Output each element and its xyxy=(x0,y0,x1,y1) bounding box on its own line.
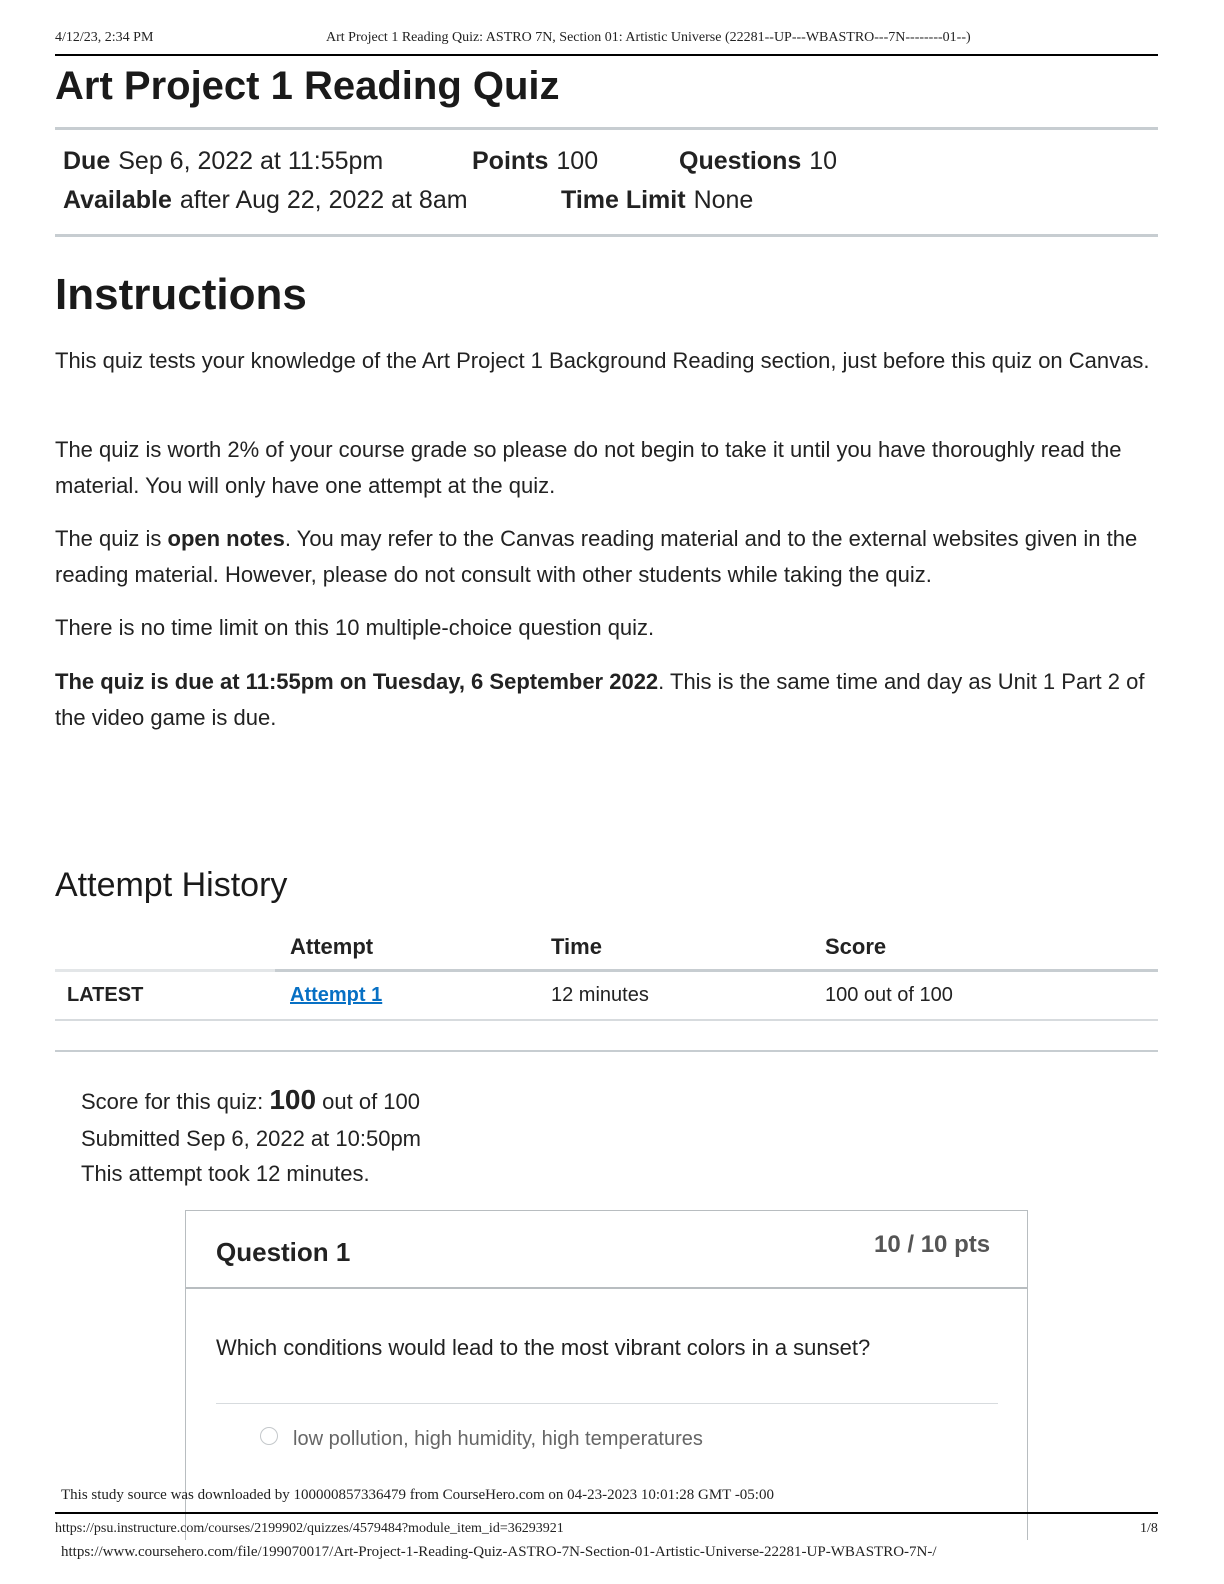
footer-page-url: https://psu.instructure.com/courses/2199902/quizzes/4579484?module_item_id=36293921 xyxy=(55,1521,564,1536)
table-row-divider xyxy=(55,1019,1158,1021)
instructions-paragraph-1: This quiz tests your knowledge of the Art Project 1 Background Reading section, just before this quiz on Canvas. xyxy=(55,348,1150,373)
section-divider xyxy=(55,1050,1158,1052)
time-limit-info xyxy=(561,186,753,215)
p3-post: . You may refer to the Canvas reading material and to the external websites given in the reading material. However, please do not consult with other students while taking the quiz. xyxy=(55,526,1138,587)
available-info xyxy=(63,186,468,215)
table-header-divider-left xyxy=(55,969,275,972)
latest-label: LATEST xyxy=(67,984,144,1006)
points-label: Points xyxy=(472,147,549,175)
instructions-paragraph-4: There is no time limit on this 10 multiple-choice question quiz. xyxy=(55,615,655,640)
instructions-paragraph-5 xyxy=(55,664,1160,736)
attempt-duration-text: This attempt took 12 minutes. xyxy=(81,1161,370,1186)
meta-divider xyxy=(55,234,1158,237)
p5-bold: The quiz is due at 11:55pm on Tuesday, 6 September 2022 xyxy=(55,669,659,694)
footer-divider xyxy=(55,1512,1158,1514)
p3-bold: open notes xyxy=(167,526,285,551)
questions-label: Questions xyxy=(679,147,802,175)
column-header-attempt: Attempt xyxy=(290,934,374,959)
print-date: 4/12/23, 2:34 PM xyxy=(55,30,154,45)
attempt-time: 12 minutes xyxy=(551,984,649,1006)
header-divider xyxy=(55,54,1158,56)
question-header xyxy=(186,1211,1027,1289)
question-title: Question 1 xyxy=(216,1237,351,1267)
score-summary xyxy=(81,1084,420,1116)
due-value: Sep 6, 2022 at 11:55pm xyxy=(118,147,384,175)
instructions-paragraph-3 xyxy=(55,521,1160,593)
answer-option: low pollution, high humidity, high temperatures xyxy=(293,1428,703,1450)
score-prefix: Score for this quiz: xyxy=(81,1089,270,1114)
time-limit-value: None xyxy=(693,186,754,214)
p5-post: . This is the same time and day as Unit 1 Part 2 of the video game is due. xyxy=(55,669,1145,730)
column-header-time: Time xyxy=(551,934,602,959)
p3-pre: The quiz is xyxy=(55,526,168,551)
footer-page-number: 1/8 xyxy=(1140,1521,1158,1536)
coursehero-url: https://www.coursehero.com/file/199070017/Art-Project-1-Reading-Quiz-ASTRO-7N-Section-01-Artistic-Universe-22281-UP-WBASTRO-7N-/ xyxy=(61,1544,937,1560)
time-limit-label: Time Limit xyxy=(561,186,686,214)
column-header-score: Score xyxy=(825,934,887,959)
due-info xyxy=(63,147,383,176)
available-value: after Aug 22, 2022 at 8am xyxy=(179,186,468,214)
questions-value: 10 xyxy=(809,147,838,175)
table-header-divider xyxy=(275,969,1158,972)
submitted-text: Submitted Sep 6, 2022 at 10:50pm xyxy=(81,1126,422,1151)
available-label: Available xyxy=(63,186,172,214)
points-value: 100 xyxy=(556,147,599,175)
print-title: Art Project 1 Reading Quiz: ASTRO 7N, Section 01: Artistic Universe (22281--UP---WBASTRO---7N--------01--) xyxy=(326,30,971,45)
title-divider xyxy=(55,127,1158,130)
due-label: Due xyxy=(63,147,111,175)
answer-divider xyxy=(216,1403,998,1404)
answer-radio[interactable] xyxy=(260,1427,278,1445)
attempt-score: 100 out of 100 xyxy=(825,984,953,1006)
score-suffix: out of 100 xyxy=(316,1089,421,1114)
questions-info xyxy=(679,147,837,176)
coursehero-notice: This study source was downloaded by 100000857336479 from CourseHero.com on 04-23-2023 10:01:28 GMT -05:00 xyxy=(61,1487,774,1503)
score-value: 100 xyxy=(269,1084,317,1115)
instructions-heading: Instructions xyxy=(55,270,307,319)
instructions-paragraph-2: The quiz is worth 2% of your course grade so please do not begin to take it until you have thoroughly read the material. You will only have one attempt at the quiz. xyxy=(55,437,1122,498)
question-text: Which conditions would lead to the most vibrant colors in a sunset? xyxy=(216,1335,871,1360)
attempt-1-link[interactable]: Attempt 1 xyxy=(290,984,383,1006)
question-points: 10 / 10 pts xyxy=(874,1231,991,1258)
points-info xyxy=(472,147,598,176)
page-title: Art Project 1 Reading Quiz xyxy=(55,64,560,108)
attempt-history-heading: Attempt History xyxy=(55,866,288,904)
